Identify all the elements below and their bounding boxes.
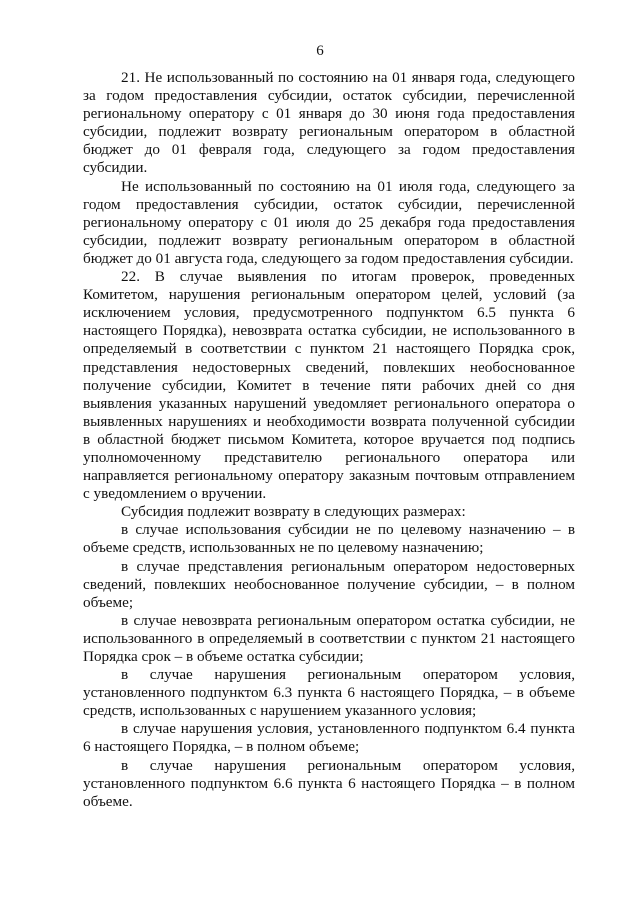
page-number: 6 [316, 43, 324, 59]
paragraph-22: 22. В случае выявления по итогам проверок, проведенных Комитетом, нарушения региональным оператором целей, условий (за исключением условия, предусмотренного подпунктом 6.5 пункта 6 настоящего Порядка), невозврата остатка субсидии, не использованного в определяемый в соответствии с пунктом 21 настоящего Порядка срок, представления недостоверных сведений, повлекших необоснованное получение субсидии, Комитет в течение пяти рабочих дней со дня выявления указанных нарушений уведомляет регионального оператора о выявленных нарушениях и необходимости возврата полученной субсидии в областной бюджет письмом Комитета, которое вручается под подпись уполномоченному представителю регионального оператора или направляется региональному оператору заказным почтовым отправлением с уведомлением о вручении. [83, 268, 575, 503]
refund-case-unreturned-balance: в случае невозврата региональным оператором остатка субсидии, не использованного в определяемый в соответствии с пунктом 21 настоящего Порядка срок – в объеме остатка субсидии; [83, 611, 575, 665]
refund-case-false-info: в случае представления региональным оператором недостоверных сведений, повлекших необоснованное получение субсидии, – в полном объеме; [83, 557, 575, 611]
refund-case-condition-6-6: в случае нарушения региональным оператором условия, установленного подпунктом 6.6 пункта 6 настоящего Порядка – в полном объеме. [83, 756, 575, 810]
refund-case-condition-6-3: в случае нарушения региональным оператором условия, установленного подпунктом 6.3 пункта 6 настоящего Порядка, – в объеме средств, использованных с нарушением указанного условия; [83, 666, 575, 720]
paragraph-21-continuation: Не использованный по состоянию на 01 июля года, следующего за годом предоставления субсидии, остаток субсидии, перечисленной региональному оператору с 01 июля до 25 декабря года предоставления субсидии, подлежит возврату региональным оператором в областной бюджет до 01 августа года, следующего за годом предоставления субсидии. [83, 177, 575, 267]
paragraph-21: 21. Не использованный по состоянию на 01 января года, следующего за годом предоставления субсидии, остаток субсидии, перечисленной региональному оператору с 01 января до 30 июня года предоставления субсидии, подлежит возврату региональным оператором в областной бюджет до 01 февраля года, следующего за годом предоставления субсидии. [83, 69, 575, 177]
refund-amounts-intro: Субсидия подлежит возврату в следующих размерах: [121, 503, 466, 521]
document-body [83, 69, 575, 811]
refund-case-misuse: в случае использования субсидии не по целевому назначению – в объеме средств, использованных не по целевому назначению; [83, 521, 575, 557]
refund-case-condition-6-4: в случае нарушения условия, установленного подпунктом 6.4 пункта 6 настоящего Порядка, – в полном объеме; [83, 720, 575, 756]
